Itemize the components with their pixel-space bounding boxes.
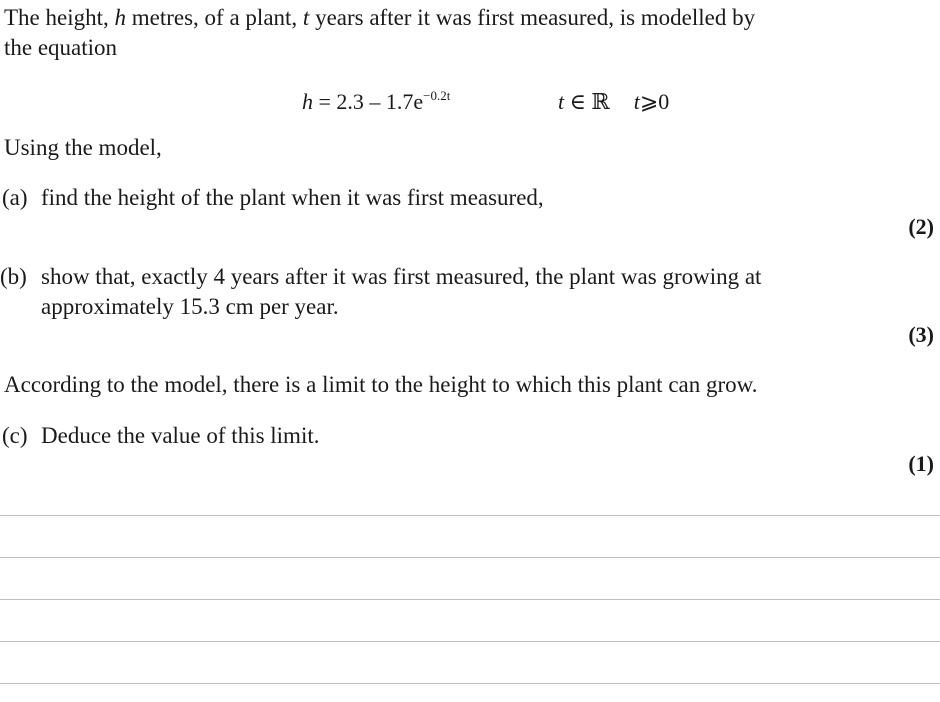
- answer-line: [0, 557, 940, 558]
- intro-text-a: The height,: [4, 5, 115, 30]
- part-b-text-1: show that, exactly 4 years after it was first measured, the plant was growing at: [41, 264, 762, 289]
- answer-line: [0, 515, 940, 516]
- intro-line-2: the equation: [4, 35, 118, 60]
- equation-rhs: = 2.3 – 1.7e: [313, 89, 424, 114]
- variable-h: h: [114, 5, 126, 30]
- part-a-marks: (2): [908, 214, 934, 239]
- equation-lhs: h: [302, 89, 313, 114]
- answer-line: [0, 683, 940, 684]
- part-c-text: Deduce the value of this limit.: [41, 423, 320, 448]
- condition-variable: t: [633, 89, 640, 114]
- condition-rest: ⩾0: [639, 89, 670, 114]
- part-c-marks: (1): [908, 451, 934, 476]
- model-equation: [302, 88, 451, 114]
- intro-text-c: years after it was first measured, is modelled by: [309, 5, 756, 30]
- equation-domain: [558, 91, 669, 113]
- using-model-text: Using the model,: [4, 135, 162, 160]
- part-b-text-2: approximately 15.3 cm per year.: [41, 294, 339, 319]
- part-b-marks: (3): [908, 322, 934, 347]
- part-c-label: (c): [2, 423, 28, 448]
- part-a-label: (a): [2, 185, 28, 210]
- variable-t: t: [302, 5, 310, 30]
- part-b-label: (b): [0, 264, 27, 289]
- intro-text-b: metres, of a plant,: [126, 5, 303, 30]
- answer-line: [0, 599, 940, 600]
- domain-set: ∈ ℝ: [564, 89, 610, 114]
- answer-line: [0, 641, 940, 642]
- equation-exponent: −0.2t: [423, 88, 451, 103]
- intro-line-1: [4, 6, 755, 29]
- domain-variable: t: [558, 89, 565, 114]
- part-a-text: find the height of the plant when it was first measured,: [41, 185, 544, 210]
- limit-statement: According to the model, there is a limit to the height to which this plant can grow.: [4, 372, 758, 397]
